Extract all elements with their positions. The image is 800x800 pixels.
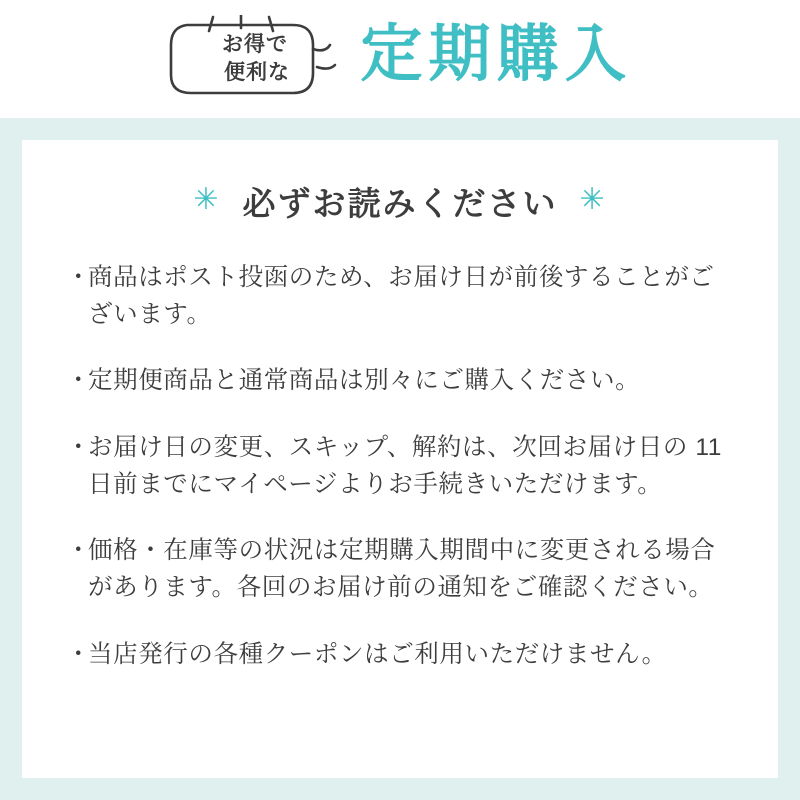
promo-badge (167, 15, 342, 103)
asterisk-icon-right: ✳ (579, 182, 607, 216)
page-title: 定期購入 (360, 20, 633, 89)
list-item-text: 定期便商品と通常商品は別々にご購入ください。 (88, 367, 641, 395)
list-item (66, 362, 738, 399)
list-item (66, 636, 738, 673)
bullet-marker: ・ (66, 537, 92, 565)
list-item (66, 259, 738, 333)
notice-panel (0, 118, 800, 800)
bullet-marker: ・ (66, 433, 92, 461)
bullet-marker: ・ (66, 264, 92, 291)
list-item-text: 当店発行の各種クーポンはご利用いただけません。 (88, 640, 667, 668)
list-item-text: お届け日の変更、スキップ、解約は、次回お届け日の 11 日前までにマイページよりお手続きいただけます。 (88, 433, 722, 498)
promo-badge-line1: お得で (221, 33, 288, 57)
list-item (66, 532, 738, 606)
promo-badge-line2: 便利な (223, 60, 290, 84)
promo-badge-text (167, 15, 342, 103)
list-item-text: 価格・在庫等の状況は定期購入期間中に変更される場合があります。各回のお届け前の通知をご確認ください。 (88, 537, 716, 602)
asterisk-icon-left: ✳ (193, 182, 221, 216)
page-header (0, 0, 800, 118)
notice-heading (56, 178, 744, 225)
bullet-marker: ・ (66, 367, 92, 395)
list-item (66, 429, 738, 503)
notice-list (56, 259, 744, 673)
notice-panel-inner (22, 140, 778, 778)
bullet-marker: ・ (66, 640, 92, 668)
notice-heading-text: 必ずお読みください (242, 185, 558, 222)
list-item-text: 商品はポスト投函のため、お届け日が前後することがございます。 (88, 264, 715, 329)
